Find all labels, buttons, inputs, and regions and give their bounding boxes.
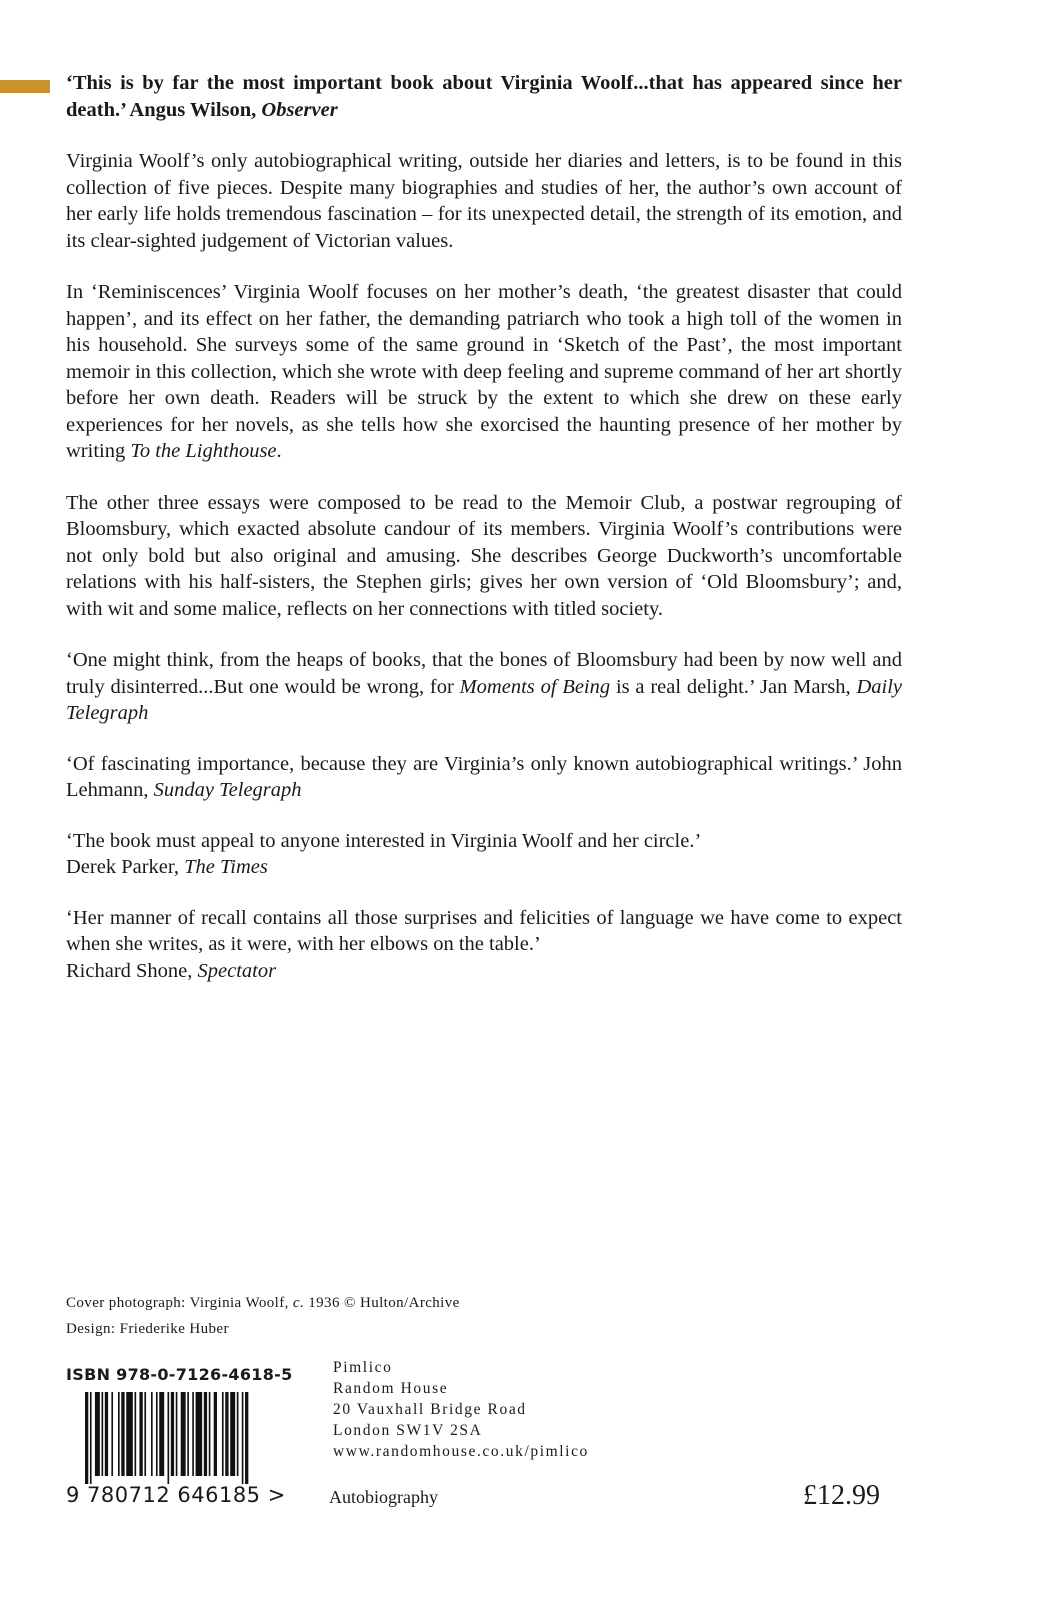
lead-quote [66,70,902,123]
back-cover-text [66,70,902,984]
blurb-paragraph-2-end: . [276,440,282,462]
publisher-name: Pimlico [333,1359,393,1376]
review-3-text: ‘The book must appeal to anyone interested in Virginia Woolf and her circle.’ [66,829,702,852]
review-1-source: Daily Telegraph [66,675,902,724]
barcode-bar [237,1392,239,1476]
barcode-bar [214,1392,217,1476]
barcode-bar [135,1392,137,1476]
blurb-paragraph-1: Virginia Woolf’s only autobiographical writing, outside her diaries and letters, is to be found in this collection of five pieces. Despite many biographies and studies of her, the author’s own account of her early life holds tremendous fascination – for its unexpected detail, the strength of its emotion, and its clear-sighted judgement of Victorian values. [66,150,902,252]
barcode-bar [105,1392,108,1476]
publisher-street: 20 Vauxhall Bridge Road [333,1401,527,1418]
review-4-text: ‘Her manner of recall contains all those surprises and felicities of language we have come to expect when she writes, as it were, with her elbows on the table.’ [66,906,902,955]
review-quote-2 [66,751,902,804]
barcode-bar [121,1392,124,1476]
review-2-source: Sunday Telegraph [153,779,302,801]
barcode-bar [181,1392,186,1476]
barcode-bar [204,1392,207,1476]
photo-credit-circa: c. [292,1295,305,1311]
blurb-paragraph-2-text: In ‘Reminiscences’ Virginia Woolf focuses on her mother’s death, ‘the greatest disaster that could happen’, and its effect on her father, the demanding patriarch who took a high toll of the women in his household. She surveys some of the same ground in ‘Sketch of the Past’, the most important memoir in this collection, which she wrote with deep feeling and supreme command of her art shortly before her own death. Readers will be struck by the extent to which she drew on these early experiences for her novels, as she tells how she exorcised the haunting presence of her mother by writing [66,281,902,462]
barcode-image [85,1392,293,1484]
lead-quote-text: ‘This is by far the most important book about Virginia Woolf...that has appeared since her death.’ Angus Wilson, [66,72,902,121]
publisher-address [333,1357,589,1462]
price: £12.99 [803,1480,880,1511]
photo-credit-year: 1936 © Hulton/Archive [304,1295,460,1311]
barcode-bar [245,1392,248,1484]
barcode-bar [151,1392,153,1476]
barcode-bar [187,1392,189,1476]
barcode-bar [225,1392,228,1476]
review-4-reviewer: Richard Shone, [66,959,198,982]
barcode-bar [159,1392,164,1476]
review-2-text: ‘Of fascinating importance, because they are Virginia’s only known autobiographical writings.’ John Lehmann, [66,752,902,801]
publisher-website: www.randomhouse.co.uk/pimlico [333,1443,589,1460]
review-3-source: The Times [184,856,268,878]
publisher-company: Random House [333,1380,449,1397]
blurb-paragraph-2 [66,279,902,465]
barcode-bar [230,1392,235,1476]
accent-bar [0,80,50,93]
barcode-bar [168,1392,170,1484]
barcode-bar [156,1392,158,1476]
barcode-bar [118,1392,120,1476]
barcode-bar [196,1392,203,1476]
blurb-paragraph-3: The other three essays were composed to be read to the Memoir Club, a postwar regrouping of Bloomsbury, which exacted absolute candour of its members. Virginia Woolf’s contributions were not only bold but also original and amusing. She describes George Duckworth’s uncomfortable relations with his half-sisters, the Stephen girls; gives her own version of ‘Old Bloomsbury’; and, with wit and some malice, reflects on her connections with titled society. [66,491,902,620]
review-quote-4 [66,905,902,985]
barcode-bar [144,1392,146,1476]
barcode-digits: 9 780712 646185 > [66,1483,286,1507]
publisher-city: London SW1V 2SA [333,1422,483,1439]
category-label: Autobiography [329,1487,438,1507]
review-quote-1 [66,647,902,727]
barcode-bar [209,1392,211,1476]
barcode-bar [222,1392,224,1476]
photo-credit [66,1290,460,1316]
review-quote-3 [66,828,902,881]
review-4-source: Spectator [197,959,277,982]
review-1-book-title: Moments of Being [459,675,611,698]
lead-quote-source: Observer [261,98,338,121]
barcode-bar [85,1392,88,1484]
credits [66,1290,460,1342]
photo-credit-text: Cover photograph: Virginia Woolf, [66,1295,293,1311]
barcode-bar [95,1392,100,1476]
isbn-label: ISBN 978-0-7126-4618-5 [66,1365,293,1384]
book-title-lighthouse: To the Lighthouse [130,440,277,462]
barcode-bar [242,1392,244,1484]
barcode-bar [176,1392,178,1476]
barcode-bar [102,1392,104,1476]
review-1-text-a: ‘One might think, from the heaps of books, that the bones of Bloomsbury had been by now well and truly disinterred...But one would be wrong, for [66,649,902,698]
barcode-bar [111,1392,113,1476]
barcode-bar [192,1392,194,1476]
review-1-text-b: is a real delight.’ Jan Marsh, [610,675,857,698]
design-credit: Design: Friederike Huber [66,1321,229,1337]
barcode-bar [126,1392,133,1476]
barcode-bar [139,1392,142,1476]
barcode-bar [171,1392,174,1476]
review-3-reviewer: Derek Parker, [66,856,185,878]
barcode-bar [90,1392,92,1484]
